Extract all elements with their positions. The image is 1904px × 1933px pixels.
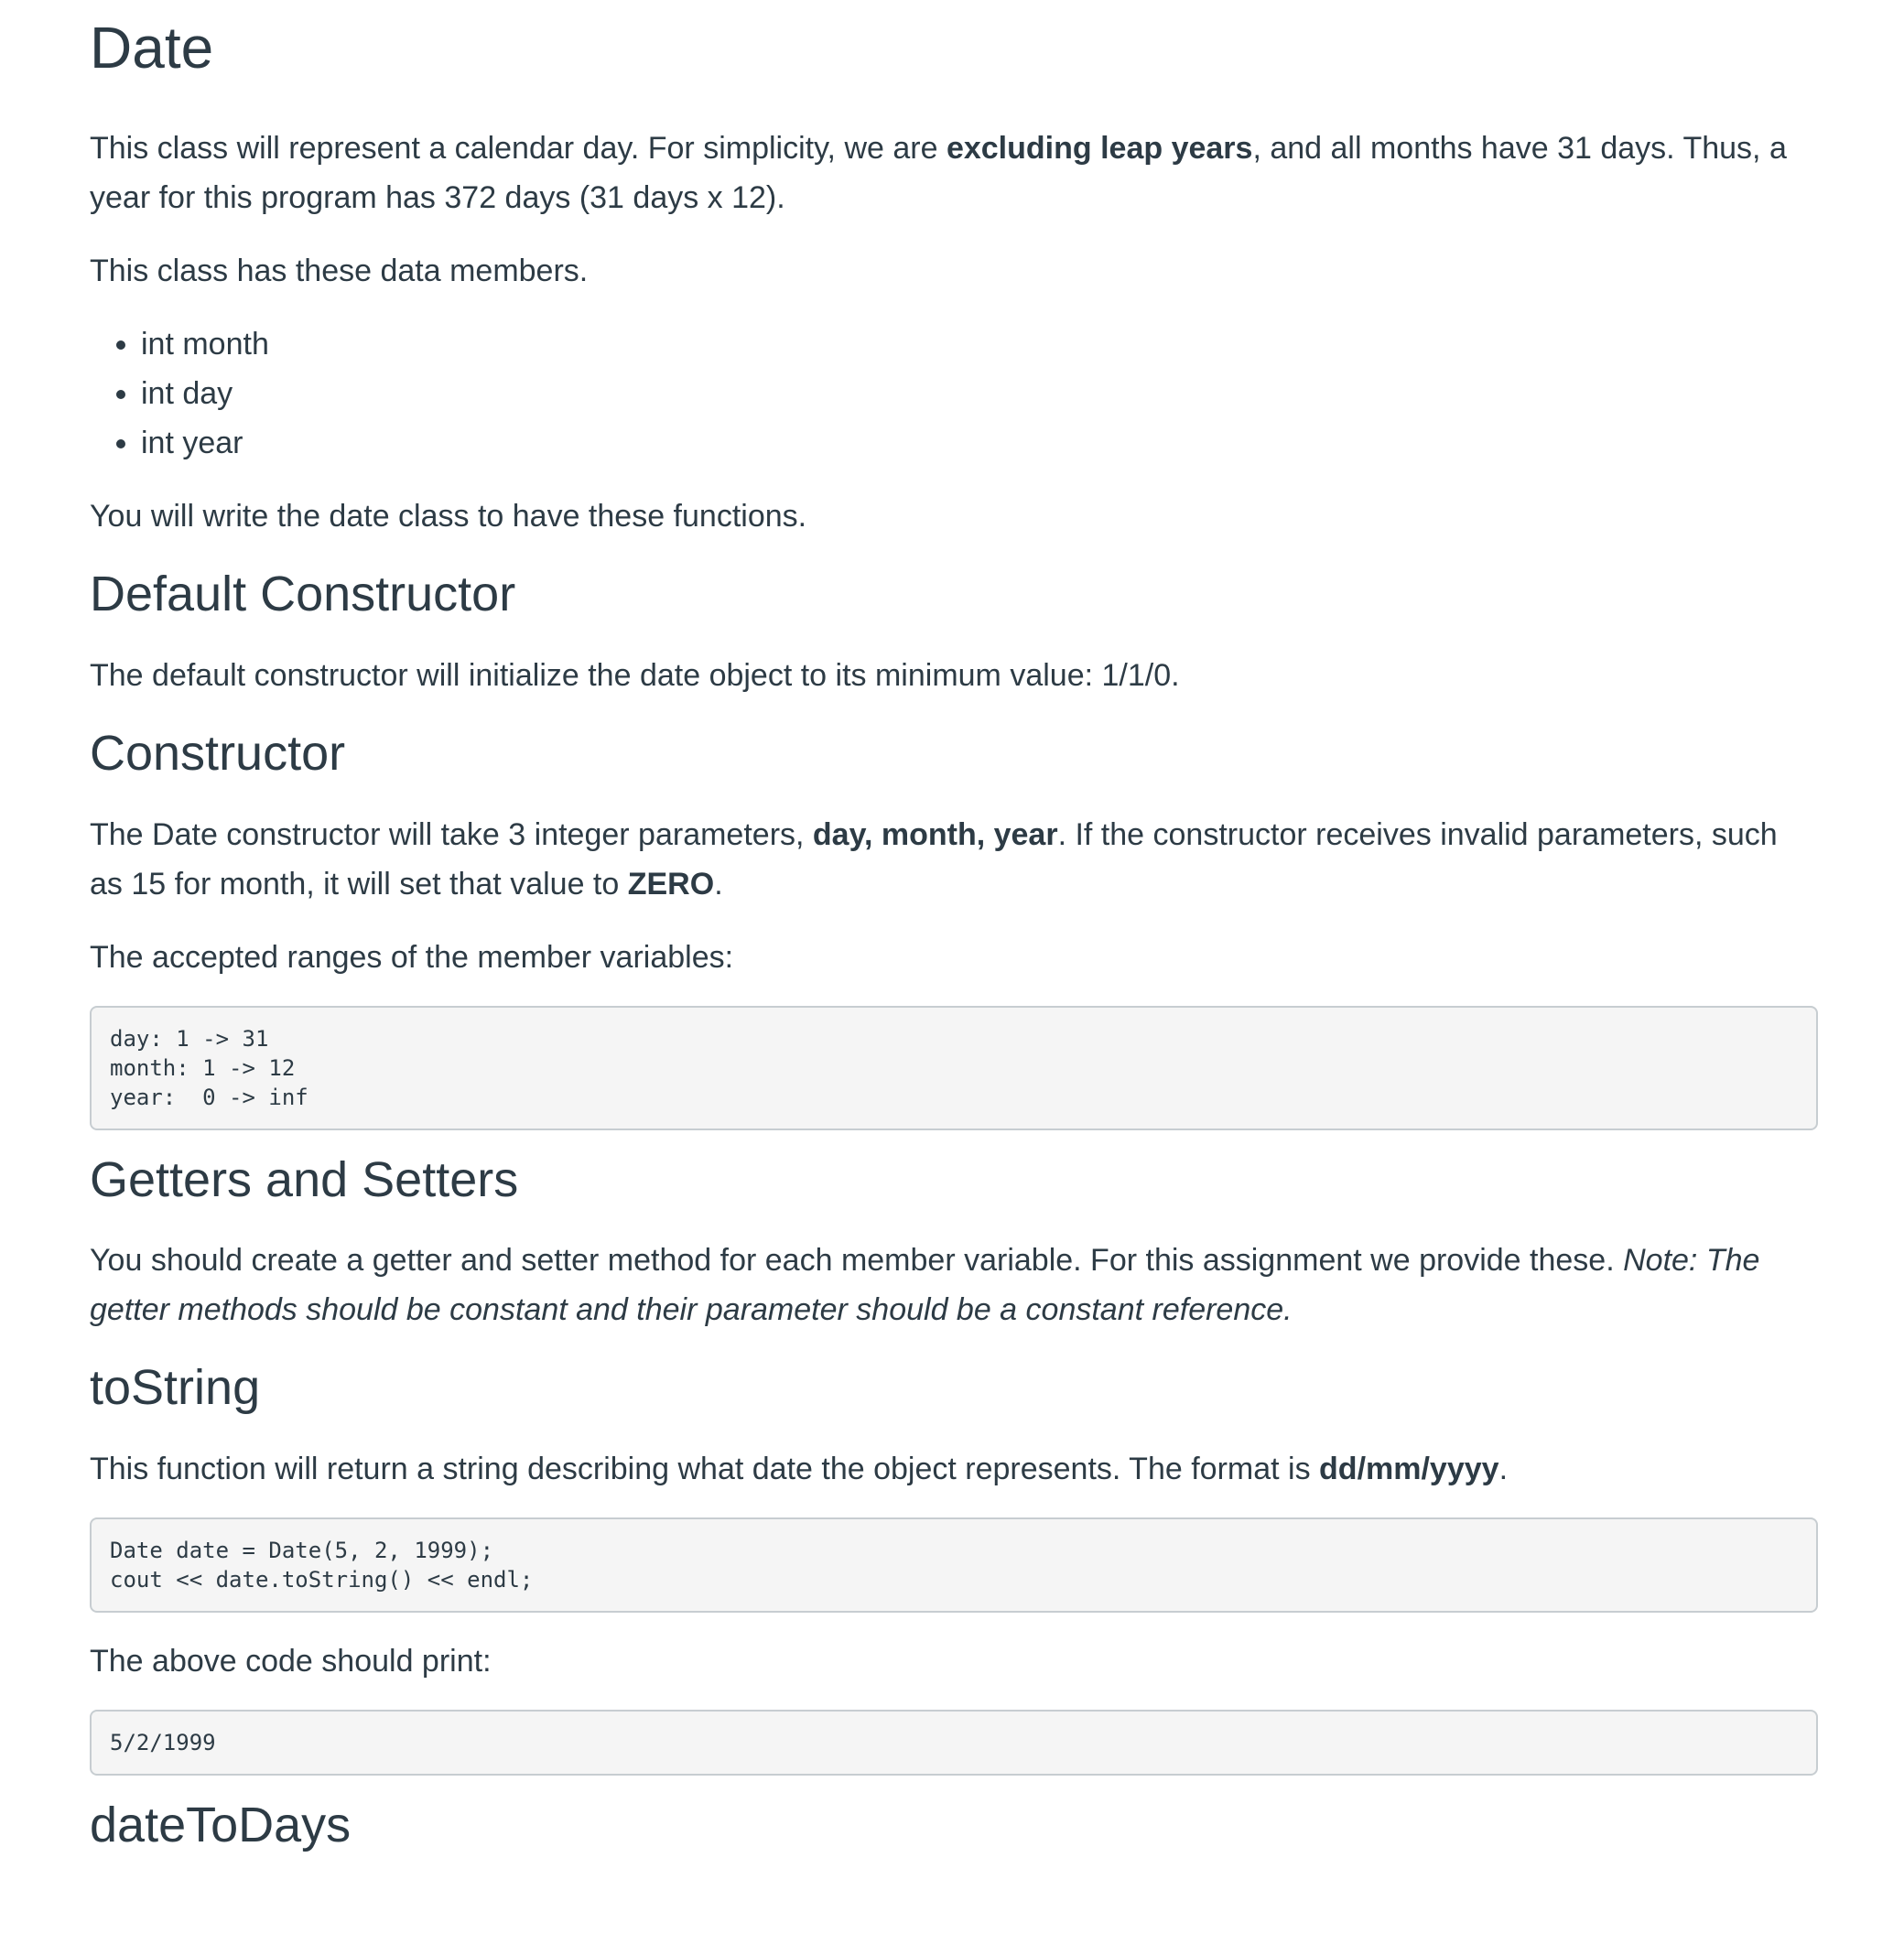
getters-setters-text: You should create a getter and setter method for each member variable. For this assignment we provide these. — [90, 1243, 1624, 1279]
page-title: Date — [90, 15, 214, 81]
tostring-text-start: This function will return a string describing what date the object represents. The format is — [90, 1452, 1320, 1487]
getters-setters-paragraph — [90, 1236, 1818, 1334]
getters-setters-note: Note: The getter methods should be constant and their parameter should be a constant reference. — [90, 1243, 1760, 1328]
list-item: • int month — [141, 319, 1818, 369]
date-to-days-heading: dateToDays — [90, 1798, 352, 1853]
default-constructor-text: The default constructor will initialize the date object to its minimum value: 1/1/0. — [90, 657, 1180, 693]
functions-intro: You will write the date class to have these functions. — [90, 499, 807, 534]
intro-paragraph — [90, 124, 1818, 222]
tostring-paragraph — [90, 1444, 1818, 1494]
constructor-text-mid: . If the constructor receives invalid parameters, such as 15 for month, it will set that value to — [90, 816, 1778, 902]
constructor-heading: Constructor — [90, 725, 346, 781]
tostring-code-block: Date date = Date(5, 2, 1999); cout << date.toString() << endl; — [90, 1517, 1818, 1613]
tostring-heading: toString — [90, 1360, 261, 1416]
constructor-bold-zero: ZERO — [627, 866, 715, 902]
tostring-text-end: . — [1498, 1452, 1509, 1487]
intro-text-end: , and all months have 31 days. Thus, a year for this program has 372 days (31 days x 12). — [90, 131, 1787, 215]
getters-setters-heading: Getters and Setters — [90, 1151, 519, 1207]
default-constructor-heading: Default Constructor — [90, 567, 516, 621]
data-members-list — [90, 319, 1818, 468]
constructor-paragraph — [90, 810, 1818, 909]
list-item: • int day — [141, 369, 1818, 418]
ranges-code-block: day: 1 -> 31 month: 1 -> 12 year: 0 -> inf — [90, 1006, 1818, 1130]
list-item: • int year — [141, 418, 1818, 468]
tostring-output-intro: The above code should print: — [90, 1644, 492, 1679]
tostring-output-block: 5/2/1999 — [90, 1710, 1818, 1776]
constructor-text-end: . — [714, 866, 723, 902]
intro-bold-leap-years: excluding leap years — [946, 131, 1253, 166]
intro-text-start: This class will represent a calendar day. For simplicity, we are — [90, 131, 947, 166]
data-members-intro: This class has these data members. — [90, 254, 589, 288]
constructor-text-start: The Date constructor will take 3 integer parameters, — [90, 816, 813, 852]
ranges-intro: The accepted ranges of the member variables: — [90, 939, 734, 975]
tostring-bold-format: dd/mm/yyyy — [1319, 1452, 1499, 1487]
assignment-content — [90, 0, 1818, 1855]
constructor-bold-params: day, month, year — [812, 816, 1058, 852]
